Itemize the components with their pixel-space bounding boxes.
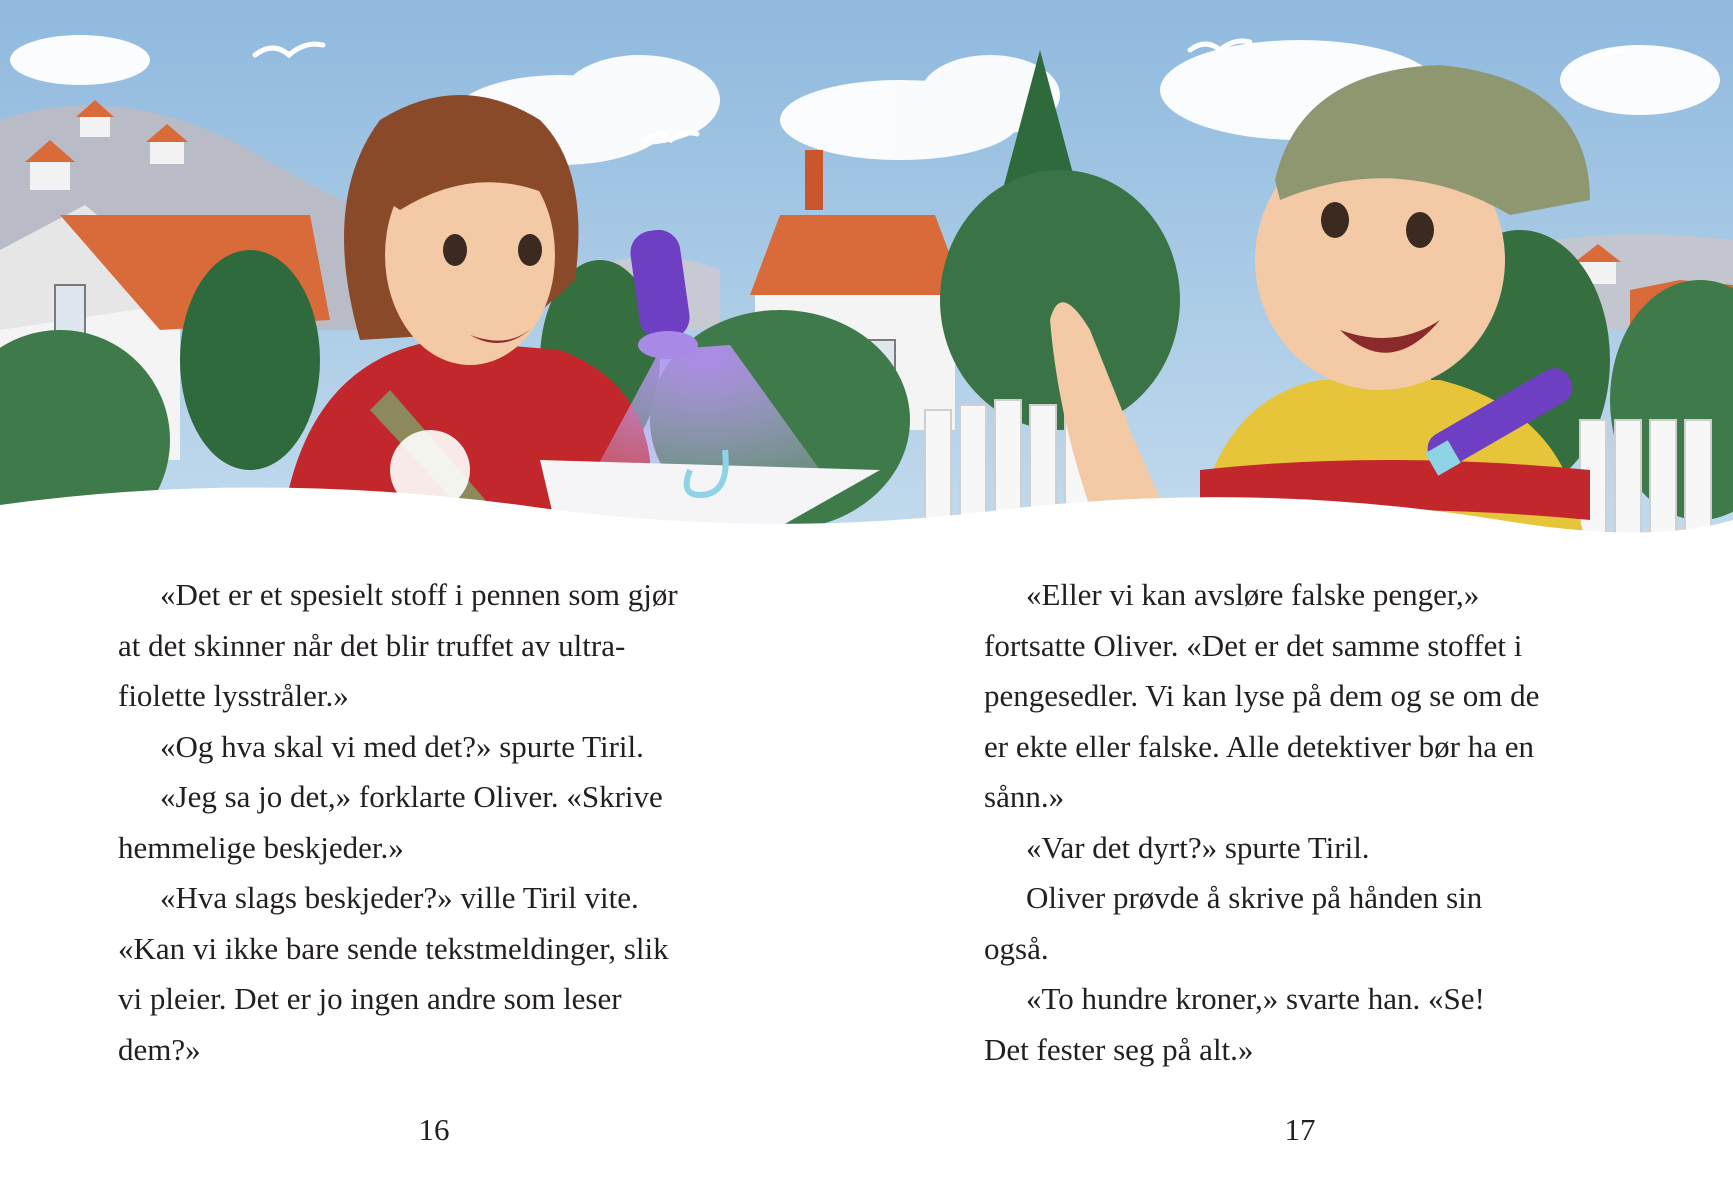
paragraph-line: «Kan vi ikke bare sende tekstmeldinger, slik (118, 930, 669, 966)
paragraph-line: pengesedler. Vi kan lyse på dem og se om de (984, 678, 1540, 713)
paragraph-line: sånn.» (984, 779, 1065, 814)
page-number-right: 17 (1284, 1112, 1316, 1147)
illustration (0, 0, 1733, 560)
paragraph-line: fortsatte Oliver. «Det er det samme stoffet i (984, 627, 1523, 663)
paragraph-line: «Jeg sa jo det,» forklarte Oliver. «Skrive (160, 779, 663, 814)
paragraph-line: at det skinner når det blir truffet av ultra- (118, 627, 626, 663)
paragraph-line: «To hundre kroner,» svarte han. «Se! (1026, 981, 1485, 1016)
paragraph-line: er ekte eller falske. Alle detektiver bør ha en (984, 728, 1534, 764)
paragraph-line: «Og hva skal vi med det?» spurte Tiril. (160, 728, 644, 764)
page-number-left: 16 (418, 1112, 450, 1147)
paragraph-line: vi pleier. Det er jo ingen andre som leser (118, 981, 622, 1016)
paragraph-line: «Var det dyrt?» spurte Tiril. (1026, 829, 1370, 865)
paragraph-line: også. (984, 930, 1049, 966)
paragraph-line: hemmelige beskjeder.» (118, 829, 404, 865)
paragraph-line: Det fester seg på alt.» (984, 1031, 1254, 1067)
paragraph-line: «Det er et spesielt stoff i pennen som gjør (160, 577, 678, 612)
paragraph-line: fiolette lysstråler.» (118, 678, 349, 713)
paragraph-line: «Hva slags beskjeder?» ville Tiril vite. (160, 880, 639, 915)
paragraph-line: «Eller vi kan avsløre falske penger,» (1026, 577, 1480, 612)
paragraph-line: Oliver prøvde å skrive på hånden sin (1026, 880, 1483, 915)
paragraph-line: dem?» (118, 1031, 201, 1067)
page-left-text (118, 570, 758, 1075)
page-right-text (984, 570, 1624, 1075)
